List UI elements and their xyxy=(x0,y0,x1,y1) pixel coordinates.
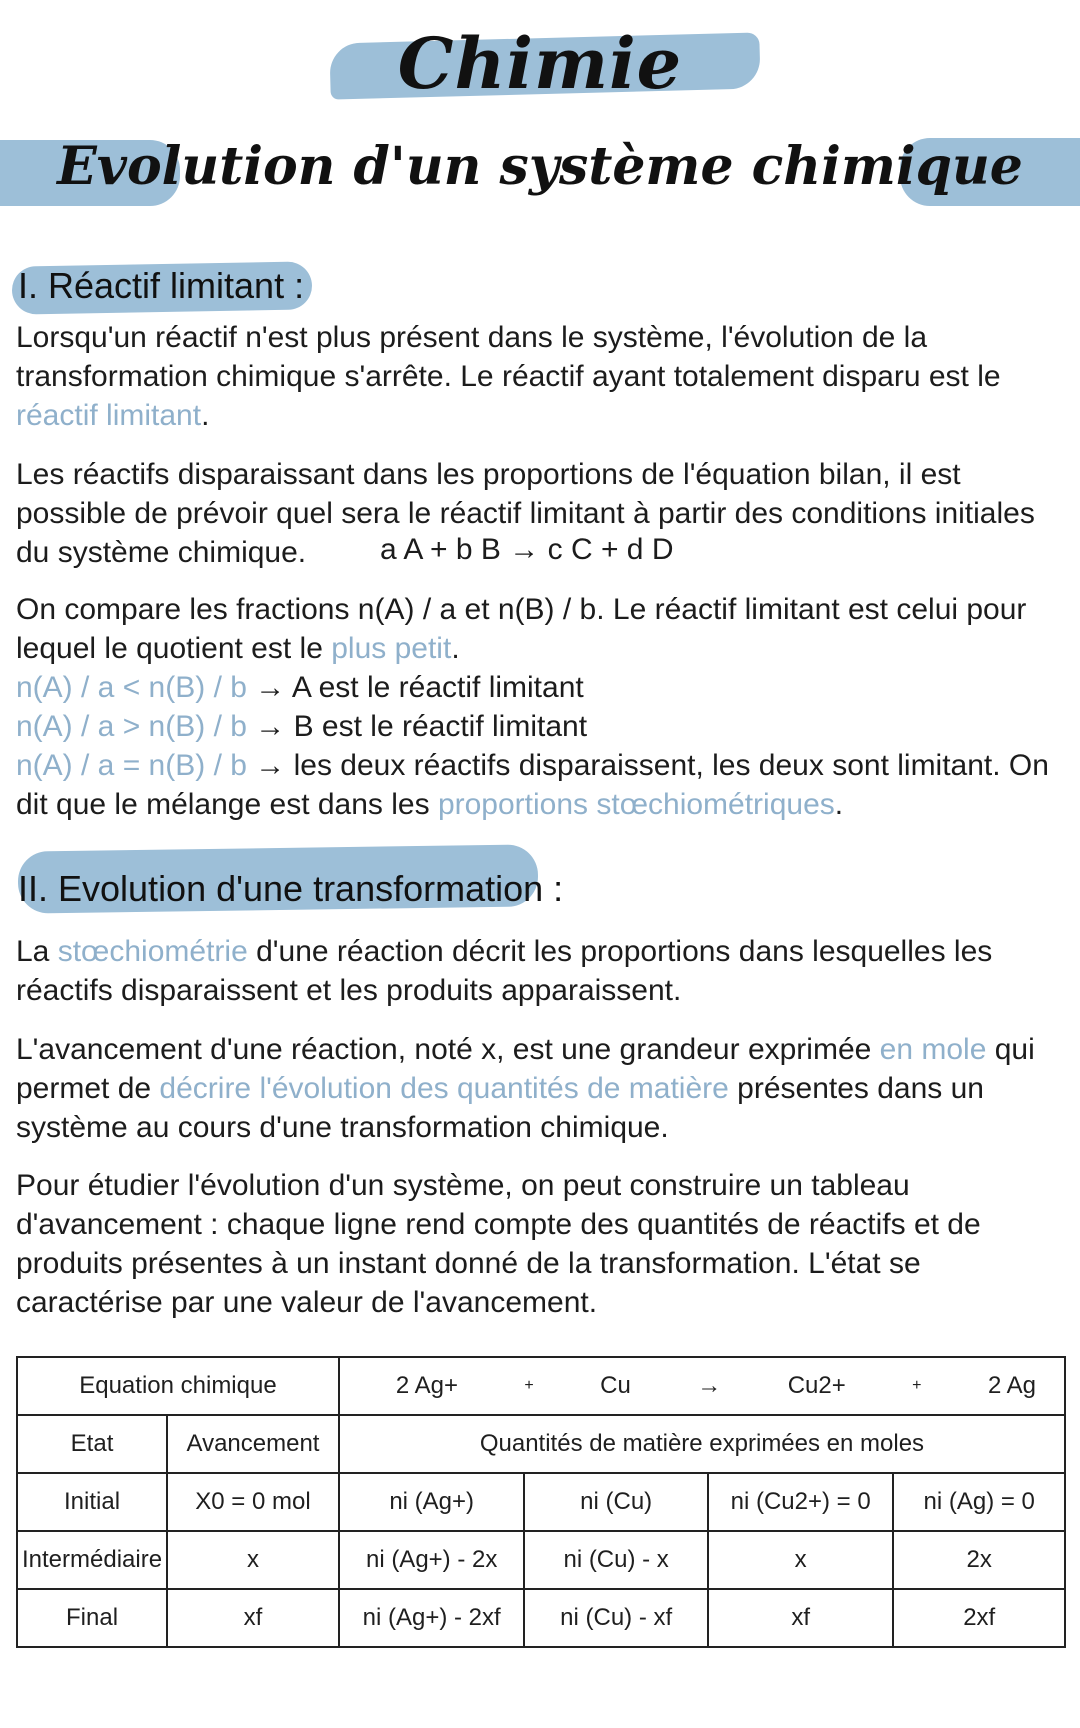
section2-paragraph-2: L'avancement d'une réaction, noté x, est une grandeur exprimée en mole qui permet de décrire l'évolution des quantités de matière présentes dans un système au cours d'une transformation chimique. xyxy=(16,1033,1035,1144)
case-b-limiting: n(A) / a > n(B) / b → B est le réactif limitant xyxy=(16,710,588,743)
equation-plus-1: + xyxy=(524,1377,534,1394)
highlight-en-mole: en mole xyxy=(879,1033,987,1066)
equation-product-2: 2 Ag xyxy=(987,1372,1036,1399)
equation-arrow: → xyxy=(697,1372,722,1399)
page-title: Chimie xyxy=(397,22,683,105)
etat-header: Etat xyxy=(17,1415,167,1473)
highlight-reactif-limitant: réactif limitant xyxy=(16,399,202,432)
section1-paragraph-3: On compare les fractions n(A) / a et n(B) / b. Le réactif limitant est celui pour lequel le quotient est le plus petit. xyxy=(16,593,1027,665)
equation-cell xyxy=(339,1357,1065,1415)
etat-cell: Initial xyxy=(17,1473,167,1531)
quantity-cell: 2x xyxy=(893,1531,1065,1589)
avancement-cell: xf xyxy=(167,1589,339,1647)
quantity-cell: ni (Ag+) - 2x xyxy=(339,1531,525,1589)
equation-reactant-1: 2 Ag+ xyxy=(395,1372,458,1399)
highlight-plus-petit: plus petit xyxy=(331,632,452,665)
table-row-header xyxy=(17,1415,1065,1473)
section2-paragraph-1: La stœchiométrie d'une réaction décrit les proportions dans lesquelles les réactifs disparaissent et les produits apparaissent. xyxy=(16,935,993,1007)
page-subtitle: Evolution d'un système chimique xyxy=(57,136,1023,197)
table-row xyxy=(17,1589,1065,1647)
advancement-table xyxy=(16,1356,1066,1648)
avancement-header: Avancement xyxy=(167,1415,339,1473)
etat-cell: Final xyxy=(17,1589,167,1647)
avancement-cell: X0 = 0 mol xyxy=(167,1473,339,1531)
case-both-limiting: n(A) / a = n(B) / b → les deux réactifs disparaissent, les deux sont limitant. On dit que le mélange est dans les proportions stœchiométriques. xyxy=(16,749,1049,821)
quantites-header: Quantités de matière exprimées en moles xyxy=(339,1415,1065,1473)
table-row xyxy=(17,1531,1065,1589)
highlight-decrire-evolution: décrire l'évolution des quantités de matière xyxy=(159,1072,729,1105)
etat-cell: Intermédiaire xyxy=(17,1531,167,1589)
quantity-cell: 2xf xyxy=(893,1589,1065,1647)
section1-paragraph-1: Lorsqu'un réactif n'est plus présent dans le système, l'évolution de la transformation chimique s'arrête. Le réactif ayant totalement disparu est le réactif limitant. xyxy=(16,321,1001,432)
equation-label-cell: Equation chimique xyxy=(17,1357,339,1415)
quantity-cell: ni (Cu) - x xyxy=(524,1531,707,1589)
equation-plus-2: + xyxy=(912,1377,922,1394)
quantity-cell: x xyxy=(708,1531,894,1589)
quantity-cell: ni (Ag+) - 2xf xyxy=(339,1589,525,1647)
section1-heading: I. Réactif limitant : xyxy=(18,265,305,306)
highlight-stoechiometrie: stœchiométrie xyxy=(57,935,248,968)
section2-heading: II. Evolution d'une transformation : xyxy=(18,868,564,909)
case-a-limiting: n(A) / a < n(B) / b → A est le réactif limitant xyxy=(16,671,584,704)
quantity-cell: ni (Cu) xyxy=(524,1473,707,1531)
equation-product-1: Cu2+ xyxy=(787,1372,846,1399)
section2-paragraph-3: Pour étudier l'évolution d'un système, on peut construire un tableau d'avancement : chaque ligne rend compte des quantités de réactifs et de produits présentes à un instant donné de la transformation. L'état se caractérise par une valeur de l'avancement. xyxy=(16,1169,981,1319)
quantity-cell: xf xyxy=(708,1589,894,1647)
table-row xyxy=(17,1473,1065,1531)
general-equation: a A + b B → c C + d D xyxy=(380,533,674,566)
quantity-cell: ni (Cu) - xf xyxy=(524,1589,707,1647)
quantity-cell: ni (Cu2+) = 0 xyxy=(708,1473,894,1531)
table-row-equation xyxy=(17,1357,1065,1415)
quantity-cell: ni (Ag+) xyxy=(339,1473,525,1531)
quantity-cell: ni (Ag) = 0 xyxy=(893,1473,1065,1531)
equation-reactant-2: Cu xyxy=(600,1372,631,1399)
avancement-cell: x xyxy=(167,1531,339,1589)
section1-paragraph-2: Les réactifs disparaissant dans les proportions de l'équation bilan, il est possible de prévoir quel sera le réactif limitant à partir des conditions initiales du système chimique. xyxy=(16,458,1035,569)
highlight-proportions: proportions stœchiométriques xyxy=(437,788,835,821)
